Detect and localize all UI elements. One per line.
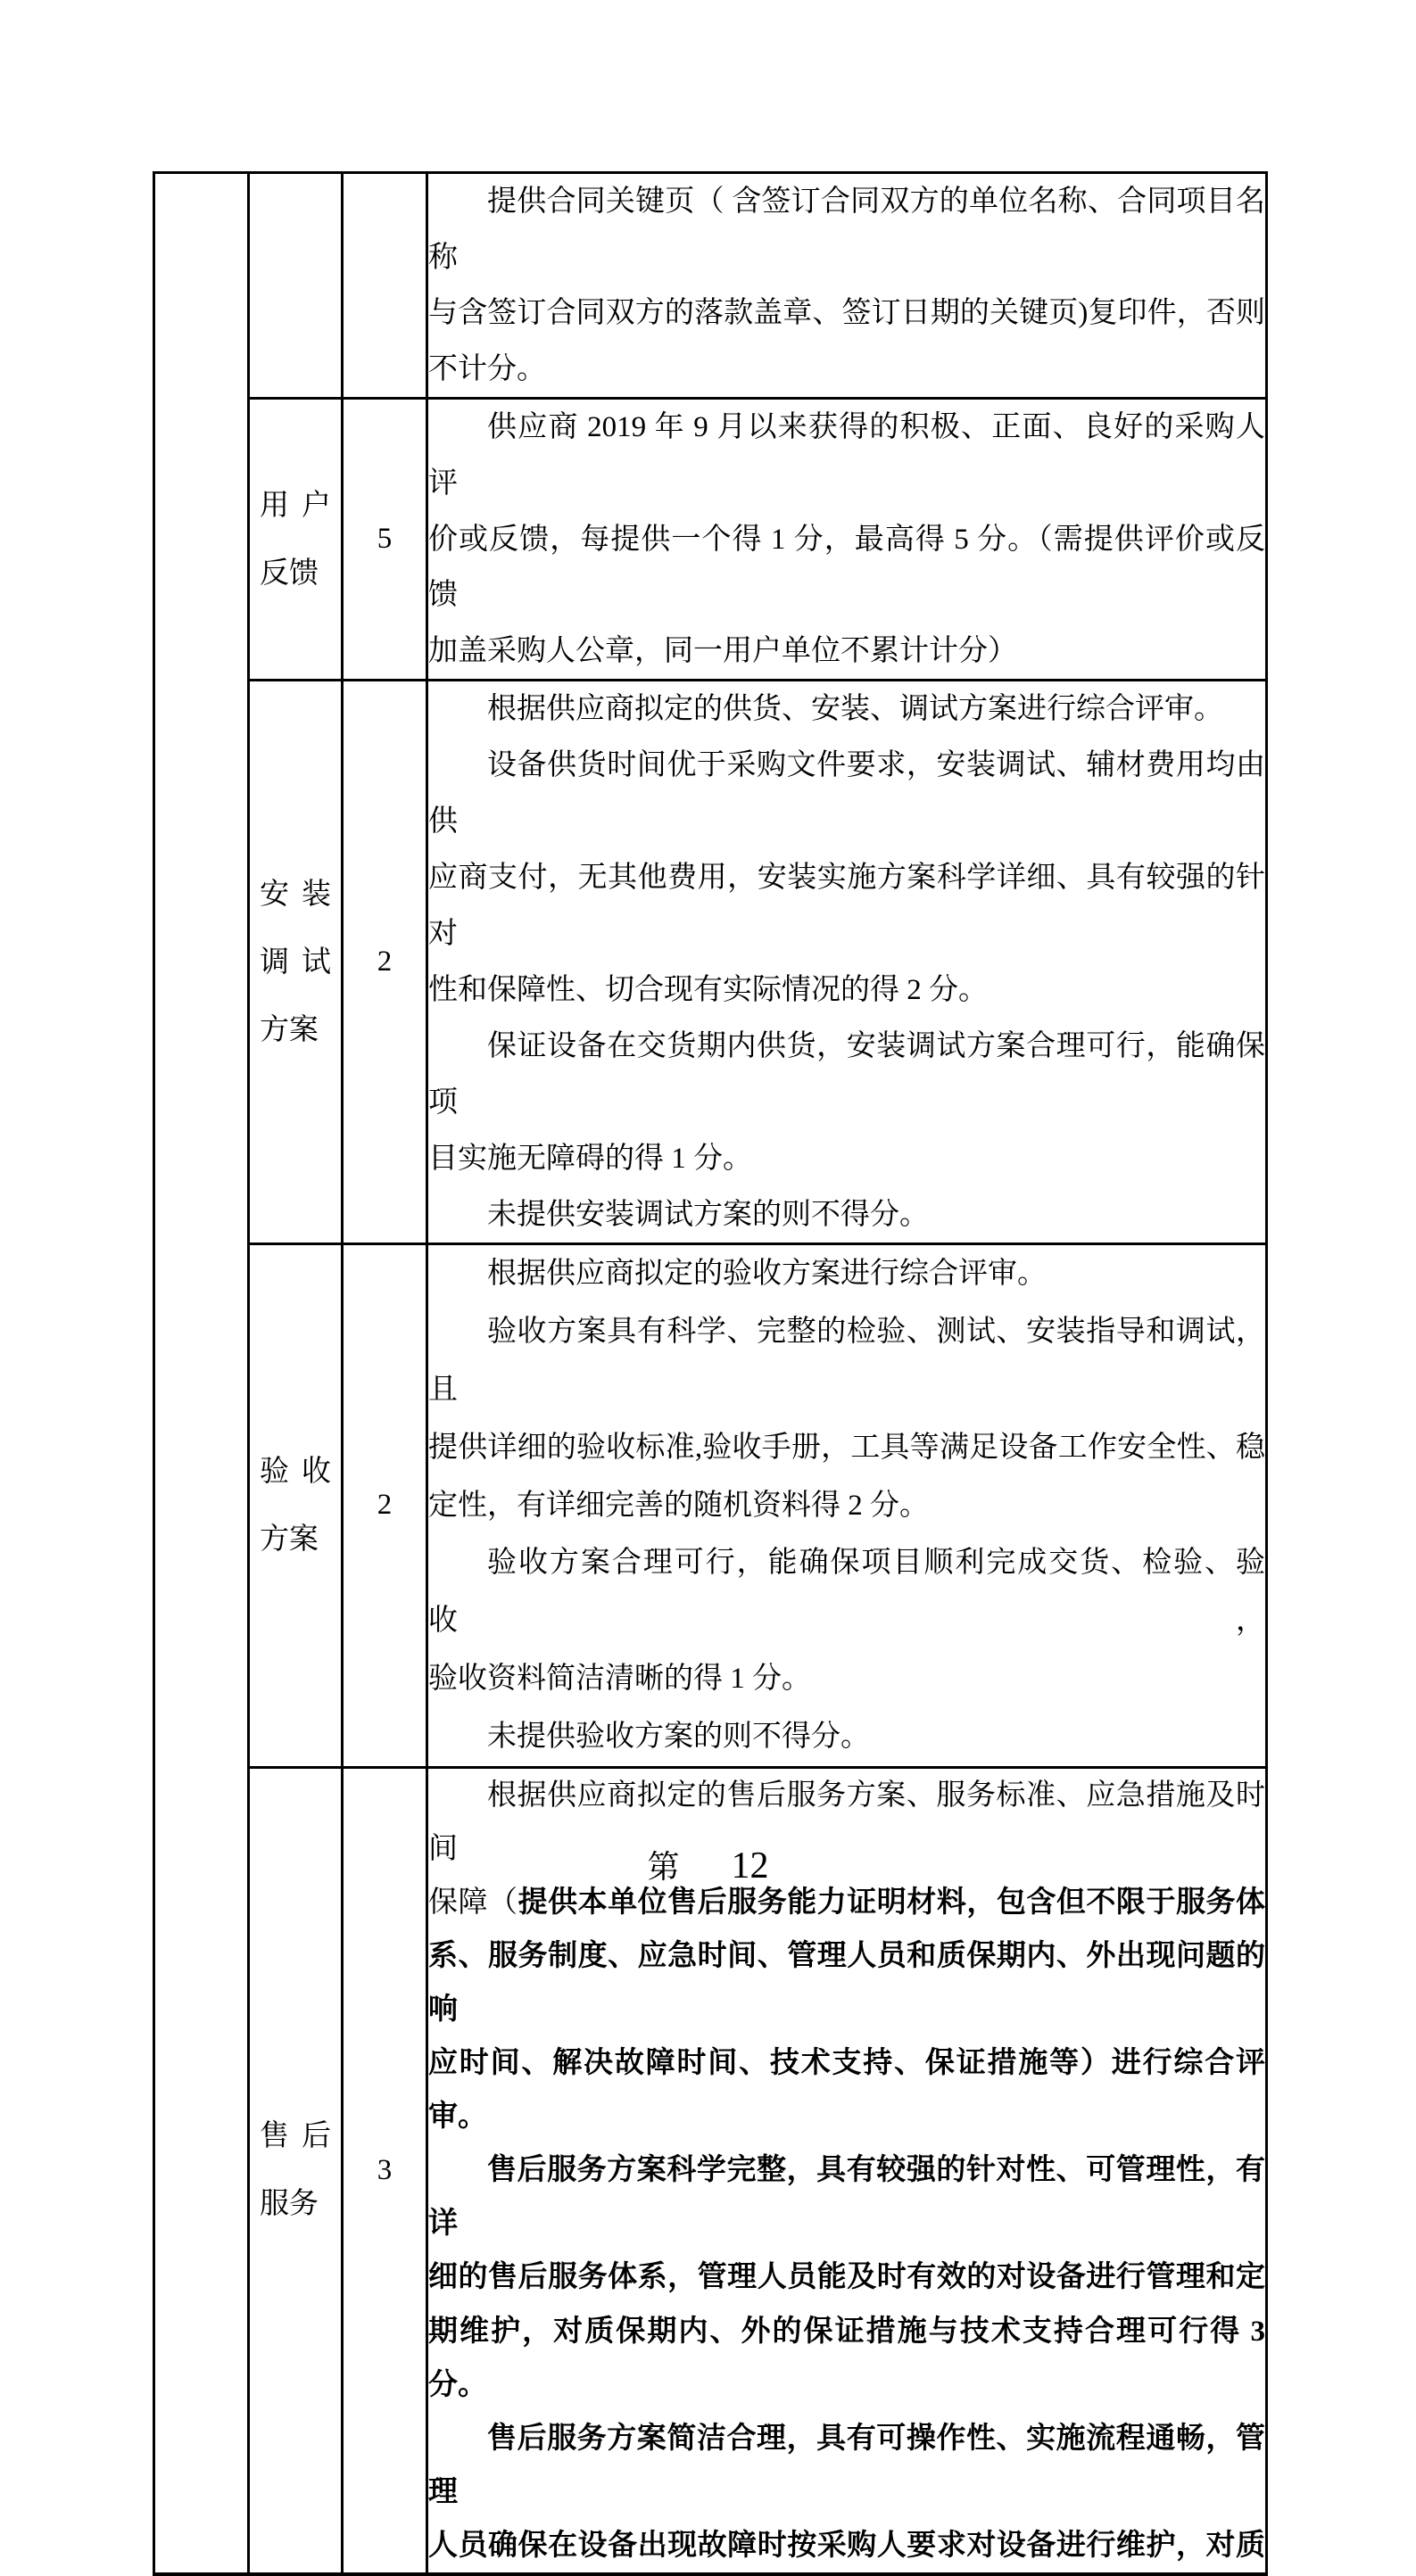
criteria-label: 用 户 反 馈 bbox=[260, 489, 331, 590]
criteria-label-cell bbox=[249, 173, 343, 399]
page-footer bbox=[0, 1845, 1416, 1888]
table-row bbox=[154, 1244, 1267, 1767]
score-value: 3 bbox=[377, 2153, 393, 2186]
criteria-label: 安 装 调 试 方 案 bbox=[260, 878, 331, 1046]
criteria-label-cell bbox=[249, 1244, 343, 1767]
score-cell bbox=[343, 681, 427, 1244]
score-cell bbox=[343, 399, 427, 681]
criteria-description: 提供合同关键页（ 含签订合同双方的单位名称、合同项目名称 与含签订合同双方的落款盖章、签订日期的关键页)复印件，否则 不计分。 bbox=[427, 173, 1267, 399]
page-number: 12 bbox=[731, 1845, 769, 1887]
score-value: 2 bbox=[377, 1489, 393, 1522]
criteria-label-cell bbox=[249, 681, 343, 1244]
criteria-label: 售 后 服 务 bbox=[260, 2120, 331, 2221]
page-footer-prefix: 第 bbox=[647, 1849, 680, 1885]
table-row bbox=[154, 399, 1267, 681]
criteria-description: 供应商 2019 年 9 月以来获得的积极、正面、良好的采购人评 价或反馈，每提供一个得 1 分，最高得 5 分。（需提供评价或反馈 加盖采购人公章，同一用户单位不累计计分） bbox=[427, 399, 1267, 681]
table-row bbox=[154, 681, 1267, 1244]
score-cell bbox=[343, 1244, 427, 1767]
table-row bbox=[154, 173, 1267, 399]
criteria-description: 根据供应商拟定的供货、安装、调试方案进行综合评审。 设备供货时间优于采购文件要求，安装调试、辅材费用均由供 应商支付，无其他费用，安装实施方案科学详细、具有较强的针对 性和保障性、切合现有实际情况的得 2 分。 保证设备在交货期内供货，安装调试方案合理可行，能确保项 目实施无障碍的得 1 分。 未提供安装调试方案的则不得分。 bbox=[427, 681, 1267, 1244]
score-cell bbox=[343, 173, 427, 399]
criteria-label: 验 收 方 案 bbox=[260, 1455, 331, 1556]
criteria-label-cell bbox=[249, 399, 343, 681]
criteria-description: 根据供应商拟定的验收方案进行综合评审。 验收方案具有科学、完整的检验、测试、安装指导和调试，且 提供详细的验收标准,验收手册，工具等满足设备工作安全性、稳 定性，有详细完善的随机资料得 2 分。 验收方案合理可行，能确保项目顺利完成交货、检验、验收， 验收资料简洁清晰的得 1 分。 未提供验收方案的则不得分。 bbox=[427, 1244, 1267, 1767]
score-value: 5 bbox=[377, 523, 393, 556]
merged-left-cell bbox=[154, 173, 249, 2574]
scoring-table bbox=[153, 171, 1268, 2576]
score-value: 2 bbox=[377, 945, 393, 978]
criteria-description: 根据供应商拟定的售后服务方案、服务标准、应急措施及时间 保障（提供本单位售后服务能力证明材料，包含但不限于服务体 系、服务制度、应急时间、管理人员和质保期内、外出现问题的响 应时间、解决故障时间、技术支持、保证措施等）进行综合评审。 售后服务方案科学完整，具有较强的针对性、可管理性，有详 细的售后服务体系，管理人员能及时有效的对设备进行管理和定 期维护，对质保期内、外的保证措施与技术支持合理可行得 3 分。 售后服务方案简洁合理，具有可操作性、实施流程通畅，管理 人员确保在设备出现故障时按采购人要求对设备进行维护，对质 bbox=[427, 1767, 1267, 2574]
